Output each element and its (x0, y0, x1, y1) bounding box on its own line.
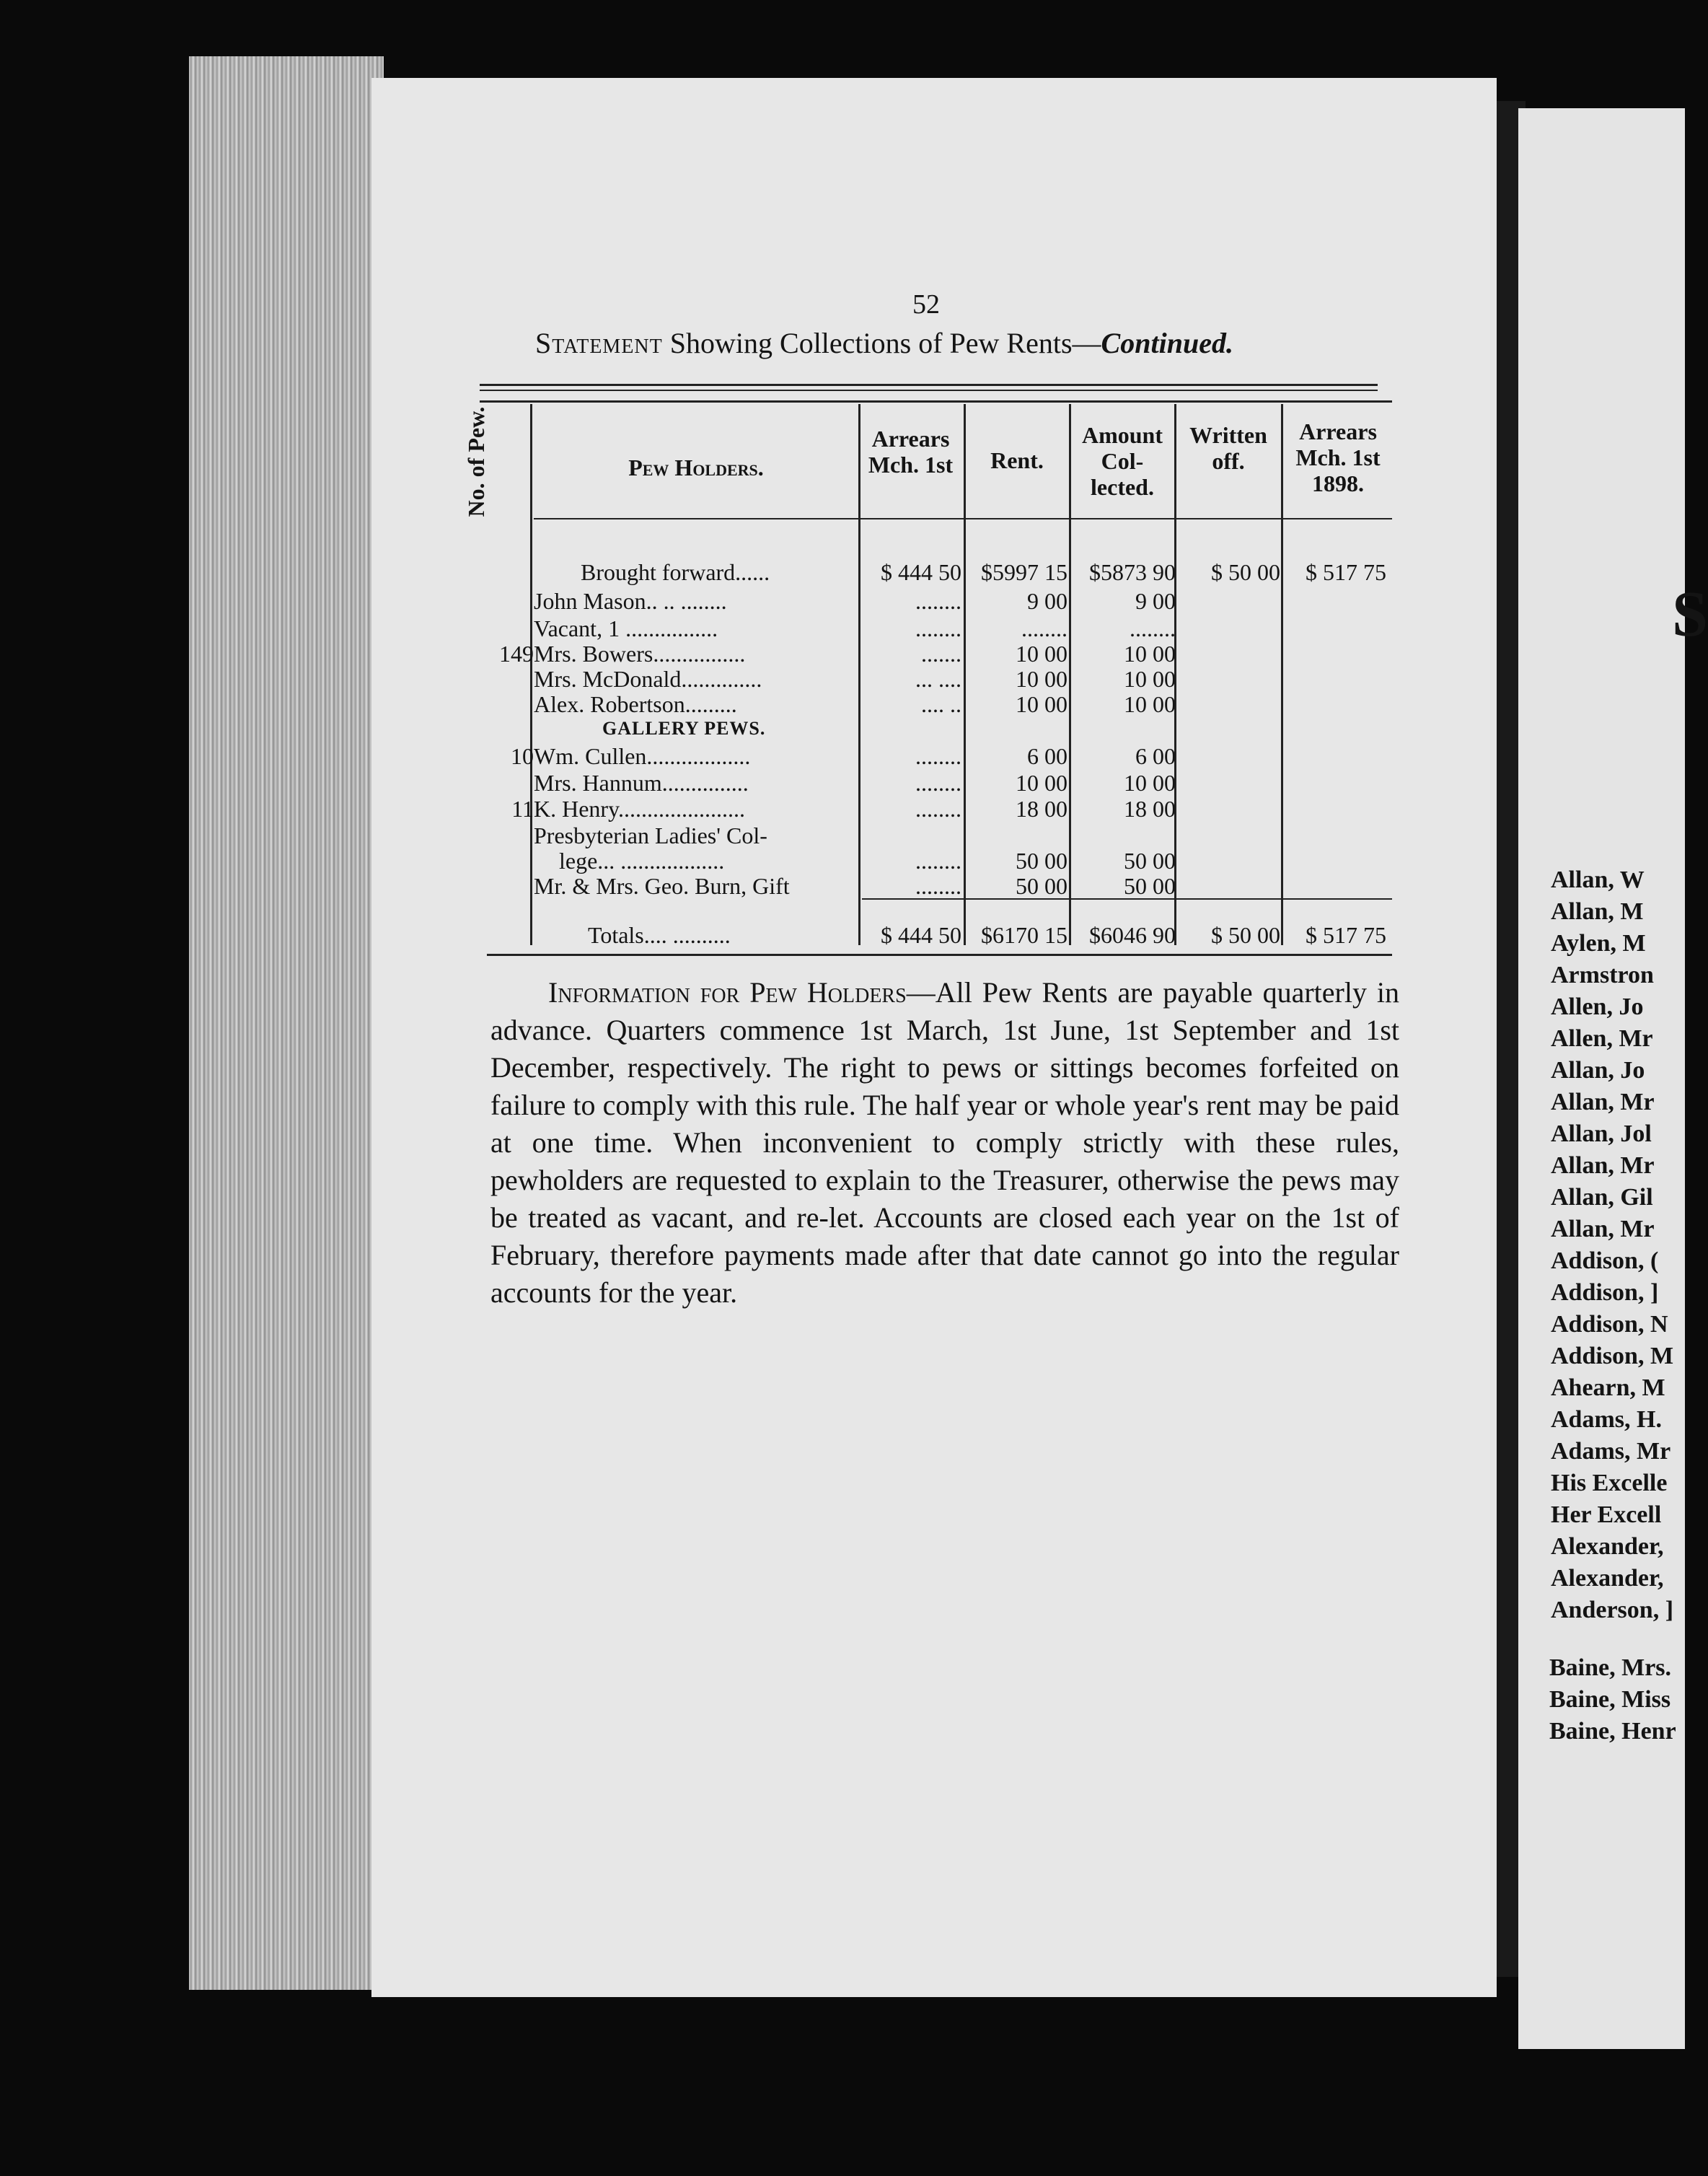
right-page-name: Baine, Miss (1549, 1686, 1671, 1713)
totals-label: Totals.... .......... (588, 922, 731, 948)
table-row: Mrs. McDonald.............. ... .... 10 00 10 00 (534, 666, 1176, 692)
right-page-name: Addison, ] (1551, 1279, 1659, 1306)
bottom-rule (487, 954, 1392, 956)
header-arrears: Arrears Mch. 1st (868, 426, 954, 478)
totals-row: Totals.... .......... $ 444 50 $6170 15 $6046 90 $ 50 00 $ 517 75 (588, 922, 1386, 948)
page-number: 52 (912, 289, 940, 320)
right-page-name: Allan, Gil (1551, 1184, 1653, 1211)
header-amount-collected: Amount Col- lected. (1081, 422, 1163, 500)
right-page-name: Allan, Mr (1551, 1152, 1655, 1179)
top-rule-2 (480, 390, 1378, 391)
gallery-pews-heading: GALLERY PEWS. (602, 718, 766, 739)
table-row: Alex. Robertson......... .... .. 10 00 10 00 (534, 691, 1176, 717)
right-page-name: Baine, Mrs. (1549, 1654, 1672, 1681)
header-rent: Rent. (990, 447, 1044, 473)
information-paragraph (490, 974, 1399, 1312)
right-page-name: Addison, M (1551, 1343, 1674, 1369)
header-arrears-1898: Arrears Mch. 1st 1898. (1295, 418, 1381, 496)
page-title (535, 326, 1329, 360)
table-row: 10 Wm. Cullen.................. ........ 6 00 6 00 (511, 743, 1176, 769)
right-page-name: Allan, W (1551, 867, 1645, 893)
right-page-name: Allan, Jol (1551, 1120, 1652, 1147)
right-page-name: Allen, Jo (1551, 993, 1644, 1020)
table-row: 11 K. Henry...................... ........ 18 00 18 00 (511, 796, 1176, 822)
right-page-name: His Excelle (1551, 1470, 1668, 1496)
book-page-edges (189, 56, 384, 1990)
top-rule (480, 384, 1378, 386)
right-page-name: Her Excell (1551, 1501, 1662, 1528)
table-row: John Mason.. .. ........ ........ 9 00 9 00 (534, 588, 1176, 614)
right-page-name: Allan, M (1551, 898, 1644, 925)
right-page-name: Alexander, (1551, 1533, 1664, 1560)
header-written-off: Written off. (1189, 422, 1267, 474)
right-page-name: Allen, Mr (1551, 1025, 1653, 1052)
table-row: Vacant, 1 ................ ........ ........ ........ (534, 615, 1176, 641)
table-row: Mrs. Hannum............... ........ 10 00 10 00 (534, 770, 1176, 796)
right-page-name: Addison, N (1551, 1311, 1668, 1338)
table-row: 149 Mrs. Bowers................ ....... 10 00 10 00 (499, 641, 1176, 667)
header-pew-holders: Pew Holders. (628, 455, 764, 481)
table-row: Mr. & Mrs. Geo. Burn, Gift ........ 50 00 50 00 (534, 873, 1176, 899)
right-page-name: Adams, H. (1551, 1406, 1662, 1433)
right-page-name: Adams, Mr (1551, 1438, 1671, 1465)
right-page-name: Ahearn, M (1551, 1374, 1665, 1401)
right-page-name: Aylen, M (1551, 930, 1646, 957)
table-row: Brought forward...... $ 444 50 $5997 15 $5873 90 $ 50 00 $ 517 75 (581, 559, 1386, 585)
right-page-names-a (1551, 864, 1673, 1626)
right-page-name: Allan, Mr (1551, 1216, 1655, 1242)
right-page-letter: S (1672, 579, 1708, 650)
right-page-name: Allan, Jo (1551, 1057, 1645, 1084)
right-page-name: Alexander, (1551, 1565, 1664, 1592)
header-bottom-rule (534, 518, 1392, 519)
table-row: lege... .................. ........ 50 00 50 00 (559, 848, 1176, 874)
header-pew-number: No. of Pew. (463, 406, 489, 517)
header-top-rule (480, 400, 1392, 403)
information-text: —All Pew Rents are payable quarterly in advance. Quarters commence 1st March, 1st June, 1st September and 1st December, respectively. The right to pews or sittings becomes forfeited on failure to comply with this rule. The half year or whole year's rent may be paid at one time. When inconvenient to comply strictly with these rules, pewholders are requested to explain to the Treasurer, otherwise the pews may be treated as vacant, and re-let. Accounts are closed each year on the 1st of February, therefore payments made after that date cannot go into the regular accounts for the year. (490, 976, 1400, 1309)
title-suffix: Continued. (1101, 327, 1233, 359)
title-main: Showing Collections of Pew Rents— (669, 327, 1101, 359)
title-prefix: Statement (535, 327, 663, 359)
right-page-name: Anderson, ] (1551, 1597, 1674, 1623)
information-heading: Information for Pew Holders (548, 976, 907, 1009)
right-page-name: Allan, Mr (1551, 1089, 1655, 1115)
right-page-name: Baine, Henr (1549, 1718, 1676, 1745)
right-page-name: Armstron (1551, 962, 1654, 988)
table-row: Presbyterian Ladies' Col- (534, 822, 767, 848)
right-page-name: Addison, ( (1551, 1247, 1659, 1274)
right-page-names-b (1549, 1652, 1676, 1747)
